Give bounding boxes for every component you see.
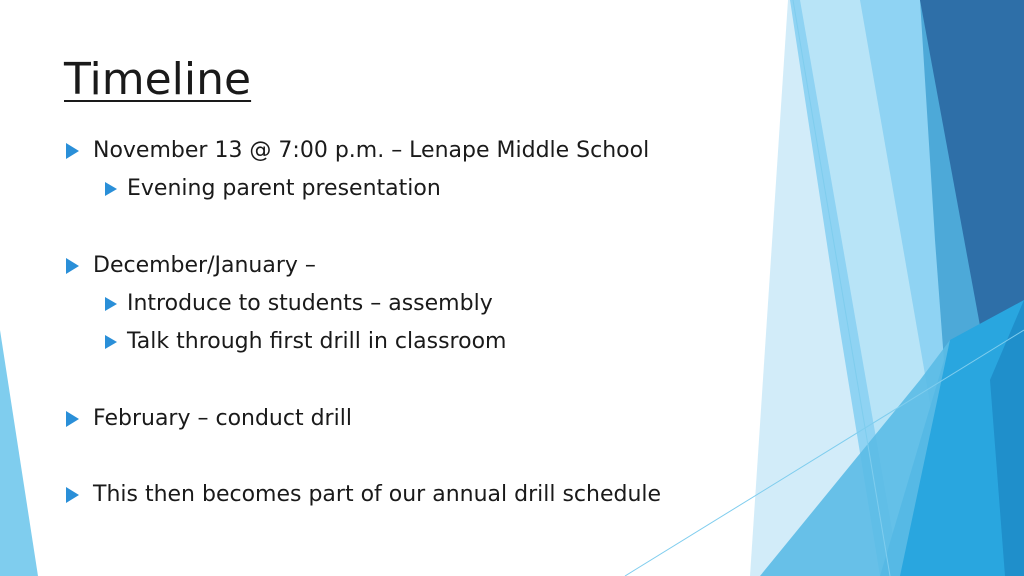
bullet-text: December/January – [93, 253, 316, 278]
bullet-text: This then becomes part of our annual drill schedule [93, 482, 662, 507]
bullet-item [66, 482, 661, 507]
triangle-bullet-icon [66, 487, 79, 503]
triangle-bullet-icon [66, 143, 79, 159]
bullet-text: November 13 @ 7:00 p.m. – Lenape Middle School [93, 138, 650, 163]
sub-bullet-item [105, 329, 506, 354]
bullet-item [66, 406, 352, 431]
triangle-bullet-icon [105, 182, 117, 196]
bullet-text: February – conduct drill [93, 406, 352, 431]
bullet-item [66, 253, 316, 278]
triangle-bullet-icon [66, 411, 79, 427]
triangle-bullet-icon [105, 335, 117, 349]
sub-bullet-item [105, 291, 493, 316]
sub-bullet-text: Evening parent presentation [127, 176, 441, 201]
slide-title: Timeline [64, 54, 252, 105]
triangle-bullet-icon [105, 297, 117, 311]
triangle-bullet-icon [66, 258, 79, 274]
left-sliver-shape [0, 330, 38, 576]
sub-bullet-text: Introduce to students – assembly [127, 291, 493, 316]
bullet-item [66, 138, 649, 163]
sub-bullet-item [105, 176, 441, 201]
sub-bullet-text: Talk through first drill in classroom [127, 329, 507, 354]
